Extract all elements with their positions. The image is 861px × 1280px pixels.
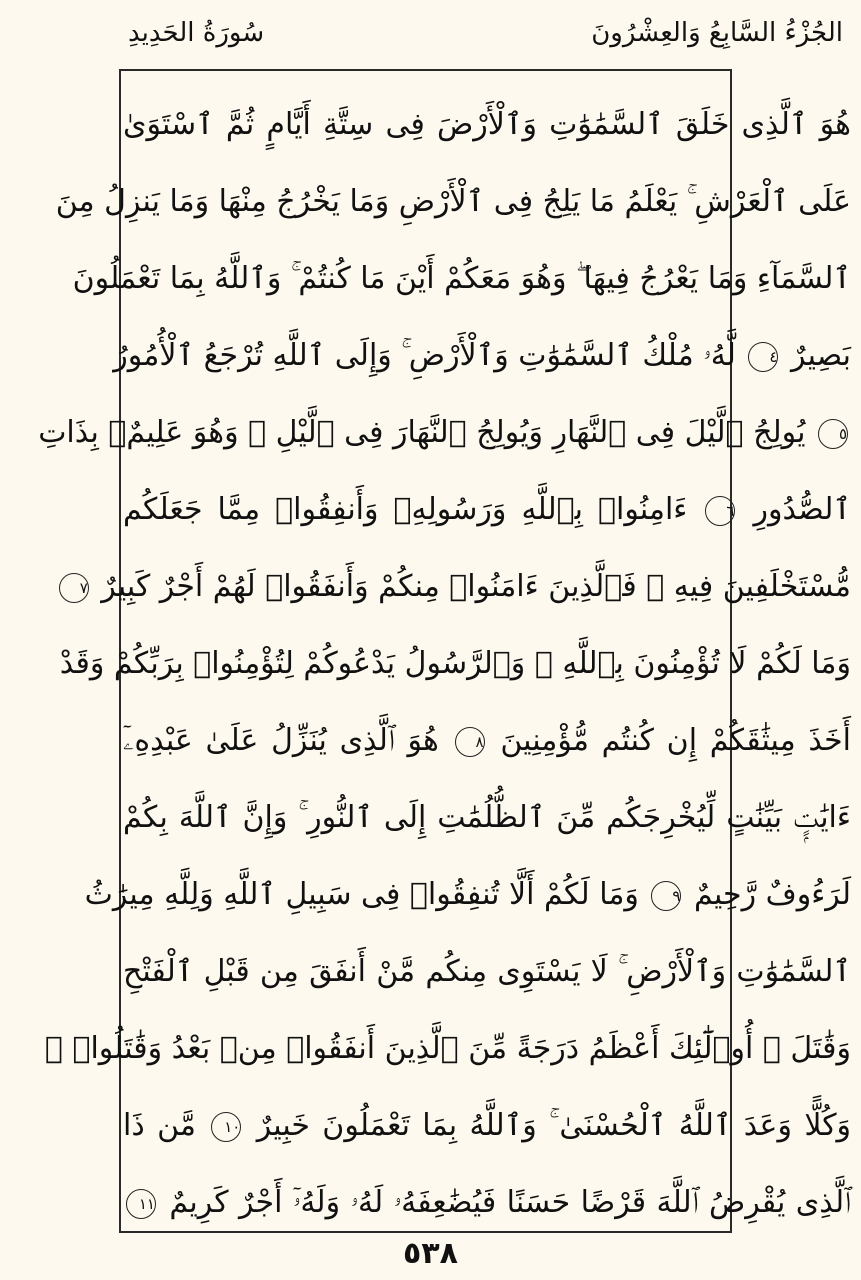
line-text: بَصِيرٌ: [791, 338, 851, 373]
line-text-continued: وَمَا لَكُمْ أَلَّا تُنفِقُوا۟ فِى سَبِيلِ ٱللَّهِ وَلِلَّهِ مِيرَٰثُ: [84, 877, 639, 912]
line-text-continued: مَّن ذَا: [123, 1108, 196, 1143]
surah-label: سُورَةُ الحَدِيدِ: [128, 18, 265, 48]
text-line: [79, 556, 855, 618]
line-text: هُوَ ٱلَّذِى خَلَقَ ٱلسَّمَٰوَٰتِ وَٱلْأَرْضَ فِى سِتَّةِ أَيَّامٍ ثُمَّ ٱسْتَوَىٰ: [123, 107, 851, 142]
line-text: ٱلَّذِى يُقْرِضُ ٱللَّهَ قَرْضًا حَسَنًا فَيُضَٰعِفَهُۥ لَهُۥ وَلَهُۥٓ أَجْرٌ كَرِيمٌ: [169, 1185, 851, 1220]
ayah-number-marker: ١١: [126, 1189, 156, 1219]
line-text: أَخَذَ مِيثَٰقَكُمْ إِن كُنتُم مُّؤْمِنِينَ: [500, 723, 851, 758]
line-text-continued: يُولِجُ ٱلَّيْلَ فِى ٱلنَّهَارِ وَيُولِجُ ٱلنَّهَارَ فِى ٱلَّيْلِ ۚ وَهُوَ عَلِيمٌۢ بِذَاتِ: [38, 415, 806, 450]
page-number: ٥٣٨: [403, 1236, 458, 1271]
line-text: عَلَى ٱلْعَرْشِ ۚ يَعْلَمُ مَا يَلِجُ فِى ٱلْأَرْضِ وَمَا يَخْرُجُ مِنْهَا وَمَا يَنزِلُ مِنَ: [55, 184, 851, 219]
text-line: [119, 1172, 855, 1234]
ayah-number-marker: ٥: [818, 419, 848, 449]
page-header: [0, 12, 861, 62]
line-text: وَقَٰتَلَ ۚ أُو۟لَٰٓئِكَ أَعْظَمُ دَرَجَةً مِّنَ ٱلَّذِينَ أَنفَقُوا۟ مِنۢ بَعْدُ وَقَٰتَلُوا۟ ۚ: [44, 1031, 851, 1066]
text-line: [119, 787, 855, 849]
text-line: [119, 94, 855, 156]
line-text-continued: لَّهُۥ مُلْكُ ٱلسَّمَٰوَٰتِ وَٱلْأَرْضِ ۚ وَإِلَى ٱللَّهِ تُرْجَعُ ٱلْأُمُورُ: [113, 338, 736, 373]
line-text: وَكُلًّا وَعَدَ ٱللَّهُ ٱلْحُسْنَىٰ ۚ وَٱللَّهُ بِمَا تَعْمَلُونَ خَبِيرٌ: [256, 1108, 851, 1143]
juz-label: الجُزْءُ السَّابِعُ وَالعِشْرُونَ: [591, 18, 843, 48]
text-line: [59, 633, 855, 695]
line-text: ٱلسَّمَآءِ وَمَا يَعْرُجُ فِيهَا ۖ وَهُوَ مَعَكُمْ أَيْنَ مَا كُنتُمْ ۚ وَٱللَّهُ بِمَا تَعْمَلُونَ: [72, 261, 851, 296]
ayah-number-marker: ٨: [455, 727, 485, 757]
ayah-number-marker: ٩: [651, 881, 681, 911]
text-line: [119, 710, 855, 772]
text-line: [119, 941, 855, 1003]
text-line: [119, 479, 855, 541]
line-text: مُّسْتَخْلَفِينَ فِيهِ ۖ فَٱلَّذِينَ ءَامَنُوا۟ مِنكُمْ وَأَنفَقُوا۟ لَهُمْ أَجْرٌ كَبِيرٌ: [101, 569, 851, 604]
ayah-number-marker: ٧: [59, 573, 89, 603]
line-text-continued: ءَامِنُوا۟ بِٱللَّهِ وَرَسُولِهِۦ وَأَنفِقُوا۟ مِمَّا جَعَلَكُم: [123, 492, 688, 527]
text-line: [55, 171, 855, 233]
text-line: [44, 1018, 855, 1080]
text-line: [113, 325, 855, 387]
line-text: ٱلصُّدُورِ: [753, 492, 851, 527]
line-text: لَرَءُوفٌ رَّحِيمٌ: [694, 877, 851, 912]
line-text: ءَايَٰتٍۭ بَيِّنَٰتٍ لِّيُخْرِجَكُم مِّنَ ٱلظُّلُمَٰتِ إِلَى ٱلنُّورِ ۚ وَإِنَّ ٱللَّهَ بِكُمْ: [123, 800, 851, 835]
text-line: [84, 864, 855, 926]
ayah-number-marker: ١٠: [211, 1112, 241, 1142]
text-line: [72, 248, 855, 310]
text-line: [119, 1095, 855, 1157]
line-text: ٱلسَّمَٰوَٰتِ وَٱلْأَرْضِ ۚ لَا يَسْتَوِى مِنكُم مَّنْ أَنفَقَ مِن قَبْلِ ٱلْفَتْحِ: [123, 954, 851, 989]
quran-text-area: [38, 69, 855, 1233]
line-text: وَمَا لَكُمْ لَا تُؤْمِنُونَ بِٱللَّهِ ۙ وَٱلرَّسُولُ يَدْعُوكُمْ لِتُؤْمِنُوا۟ بِرَبِّكُمْ وَقَدْ: [59, 646, 851, 681]
ayah-number-marker: ٦: [705, 496, 735, 526]
text-line: [38, 402, 855, 464]
ayah-number-marker: ٤: [748, 342, 778, 372]
line-text-continued: هُوَ ٱلَّذِى يُنَزِّلُ عَلَىٰ عَبْدِهِۦٓ: [123, 723, 439, 758]
